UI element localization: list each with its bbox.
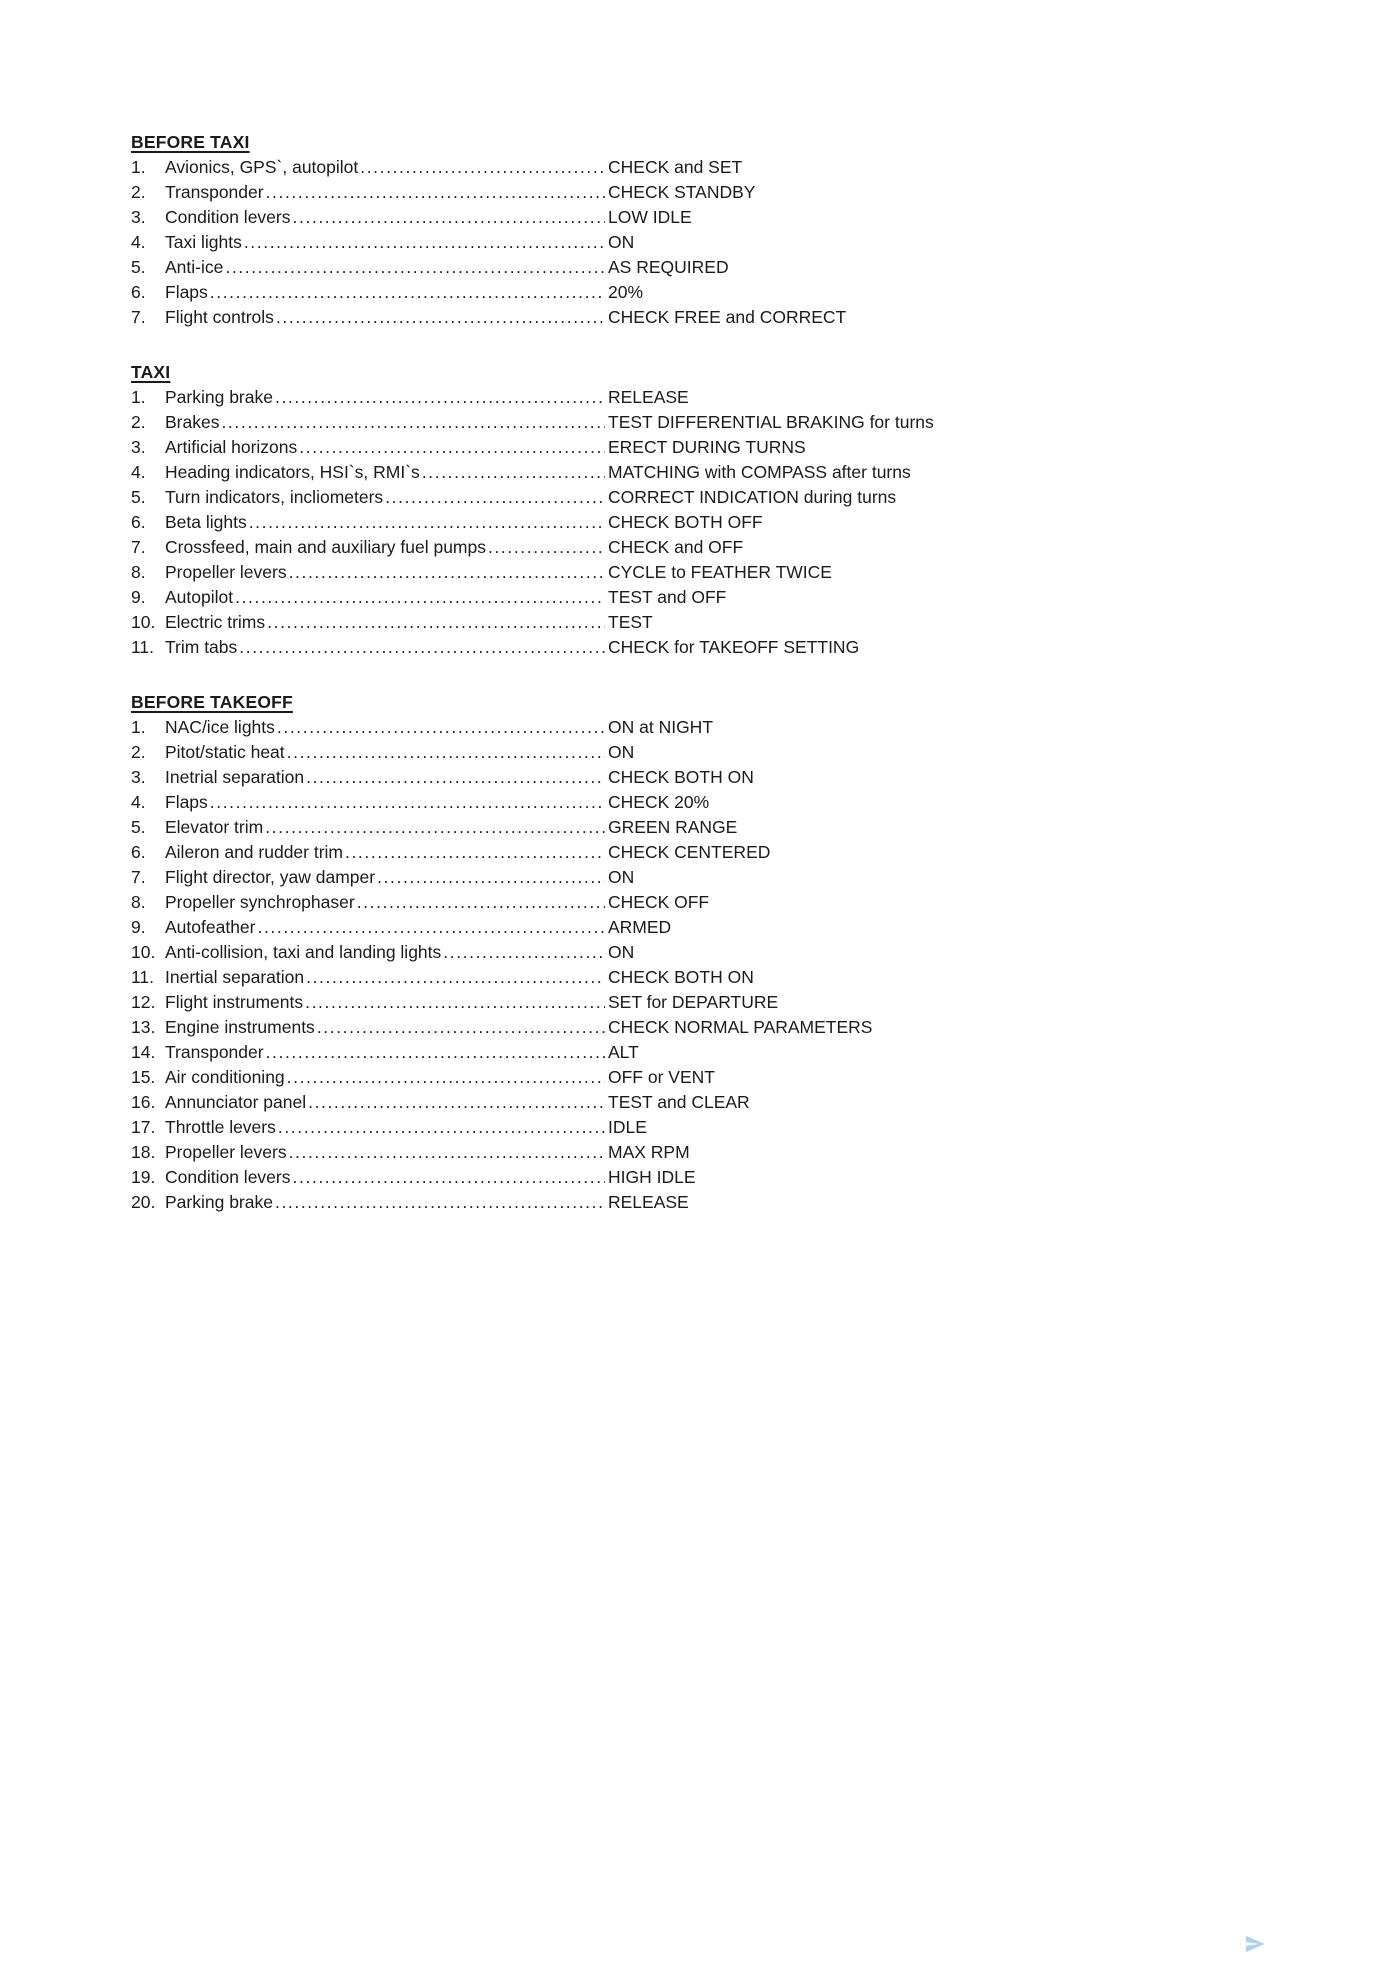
item-label: Condition levers bbox=[165, 207, 291, 227]
dot-leader bbox=[221, 410, 605, 435]
item-value: MATCHING with COMPASS after turns bbox=[608, 462, 911, 482]
item-label: Electric trims bbox=[165, 612, 266, 632]
item-label: Annunciator panel bbox=[165, 1092, 307, 1112]
checklist-item bbox=[131, 535, 1281, 560]
item-number: 4. bbox=[131, 462, 146, 482]
item-leader bbox=[165, 230, 605, 255]
item-value: 20% bbox=[608, 282, 644, 302]
item-label: Flight director, yaw damper bbox=[165, 867, 376, 887]
item-number: 1. bbox=[131, 717, 146, 737]
dot-leader bbox=[210, 790, 605, 815]
item-label: Parking brake bbox=[165, 387, 273, 407]
checklist-item bbox=[131, 1090, 1281, 1115]
item-value: ON bbox=[608, 232, 635, 252]
item-number: 8. bbox=[131, 892, 146, 912]
dot-leader bbox=[299, 435, 605, 460]
item-label: Inetrial separation bbox=[165, 767, 305, 787]
checklist-item bbox=[131, 915, 1281, 940]
item-number: 6. bbox=[131, 512, 146, 532]
item-number: 11. bbox=[131, 967, 155, 987]
checklist-item bbox=[131, 790, 1281, 815]
item-leader bbox=[165, 1065, 605, 1090]
dot-leader bbox=[265, 815, 605, 840]
item-value: HIGH IDLE bbox=[608, 1167, 696, 1187]
checklist-item bbox=[131, 610, 1281, 635]
item-label: Inertial separation bbox=[165, 967, 305, 987]
checklist-section bbox=[131, 360, 1281, 660]
section-title: TAXI bbox=[131, 362, 171, 382]
item-label: Flaps bbox=[165, 282, 208, 302]
item-value: CHECK FREE and CORRECT bbox=[608, 307, 847, 327]
item-leader bbox=[165, 1015, 605, 1040]
dot-leader bbox=[305, 990, 605, 1015]
item-value: ON bbox=[608, 867, 635, 887]
checklist-content bbox=[131, 130, 1281, 1215]
item-leader bbox=[165, 1090, 605, 1115]
item-number: 11. bbox=[131, 637, 155, 657]
dot-leader bbox=[276, 305, 605, 330]
item-number: 6. bbox=[131, 282, 146, 302]
item-label: Transponder bbox=[165, 1042, 264, 1062]
item-label: Trim tabs bbox=[165, 637, 238, 657]
dot-leader bbox=[345, 840, 605, 865]
checklist-item bbox=[131, 1140, 1281, 1165]
item-value: CHECK for TAKEOFF SETTING bbox=[608, 637, 860, 657]
item-value: ARMED bbox=[608, 917, 672, 937]
item-value: CYCLE to FEATHER TWICE bbox=[608, 562, 832, 582]
item-label: Throttle levers bbox=[165, 1117, 276, 1137]
checklist-item bbox=[131, 1040, 1281, 1065]
item-number: 9. bbox=[131, 587, 146, 607]
item-leader bbox=[165, 305, 605, 330]
item-label: Propeller levers bbox=[165, 1142, 287, 1162]
item-number: 3. bbox=[131, 207, 146, 227]
item-value: CHECK STANDBY bbox=[608, 182, 756, 202]
item-value: TEST and OFF bbox=[608, 587, 727, 607]
item-value: GREEN RANGE bbox=[608, 817, 738, 837]
item-leader bbox=[165, 815, 605, 840]
item-leader bbox=[165, 1040, 605, 1065]
item-number: 14. bbox=[131, 1042, 156, 1062]
item-leader bbox=[165, 940, 605, 965]
item-label: Elevator trim bbox=[165, 817, 264, 837]
item-number: 6. bbox=[131, 842, 146, 862]
item-number: 7. bbox=[131, 537, 146, 557]
item-label: Brakes bbox=[165, 412, 220, 432]
item-leader bbox=[165, 715, 605, 740]
item-value: SET for DEPARTURE bbox=[608, 992, 779, 1012]
item-leader bbox=[165, 280, 605, 305]
item-value: CHECK BOTH OFF bbox=[608, 512, 763, 532]
item-label: Anti-ice bbox=[165, 257, 224, 277]
item-leader bbox=[165, 840, 605, 865]
checklist-item bbox=[131, 585, 1281, 610]
item-value: RELEASE bbox=[608, 387, 689, 407]
item-label: Aileron and rudder trim bbox=[165, 842, 343, 862]
item-leader bbox=[165, 790, 605, 815]
dot-leader bbox=[266, 1040, 605, 1065]
checklist-items bbox=[131, 155, 1281, 330]
item-leader bbox=[165, 510, 605, 535]
item-leader bbox=[165, 740, 605, 765]
item-value: TEST and CLEAR bbox=[608, 1092, 750, 1112]
item-leader bbox=[165, 485, 605, 510]
item-number: 2. bbox=[131, 182, 146, 202]
item-label: Heading indicators, HSI`s, RMI`s bbox=[165, 462, 420, 482]
item-value: CHECK 20% bbox=[608, 792, 710, 812]
checklist-item bbox=[131, 635, 1281, 660]
item-label: Pitot/static heat bbox=[165, 742, 285, 762]
item-label: Propeller synchrophaser bbox=[165, 892, 355, 912]
checklist-item bbox=[131, 990, 1281, 1015]
item-value: CORRECT INDICATION during turns bbox=[608, 487, 897, 507]
item-label: Autopilot bbox=[165, 587, 234, 607]
item-value: ON at NIGHT bbox=[608, 717, 714, 737]
dot-leader bbox=[385, 485, 605, 510]
item-label: Flaps bbox=[165, 792, 208, 812]
item-label: Condition levers bbox=[165, 1167, 291, 1187]
item-leader bbox=[165, 205, 605, 230]
item-value: MAX RPM bbox=[608, 1142, 690, 1162]
dot-leader bbox=[289, 560, 605, 585]
item-leader bbox=[165, 435, 605, 460]
dot-leader bbox=[266, 180, 605, 205]
item-value: CHECK BOTH ON bbox=[608, 967, 754, 987]
item-label: Taxi lights bbox=[165, 232, 242, 252]
dot-leader bbox=[289, 1140, 605, 1165]
dot-leader bbox=[377, 865, 605, 890]
checklist-item bbox=[131, 1165, 1281, 1190]
item-number: 15. bbox=[131, 1067, 156, 1087]
item-leader bbox=[165, 915, 605, 940]
item-number: 2. bbox=[131, 412, 146, 432]
dot-leader bbox=[360, 155, 605, 180]
item-value: ERECT DURING TURNS bbox=[608, 437, 806, 457]
dot-leader bbox=[257, 915, 605, 940]
checklist-item bbox=[131, 280, 1281, 305]
item-value: CHECK CENTERED bbox=[608, 842, 771, 862]
checklist-item bbox=[131, 205, 1281, 230]
dot-leader bbox=[308, 1090, 605, 1115]
checklist-item bbox=[131, 715, 1281, 740]
dot-leader bbox=[287, 1065, 605, 1090]
dot-leader bbox=[275, 1190, 605, 1215]
item-number: 4. bbox=[131, 232, 146, 252]
checklist-item bbox=[131, 510, 1281, 535]
item-label: Beta lights bbox=[165, 512, 247, 532]
dot-leader bbox=[357, 890, 605, 915]
item-leader bbox=[165, 585, 605, 610]
checklist-items bbox=[131, 715, 1281, 1215]
dot-leader bbox=[306, 765, 605, 790]
checklist-item bbox=[131, 485, 1281, 510]
item-value: CHECK and OFF bbox=[608, 537, 744, 557]
item-label: Flight controls bbox=[165, 307, 274, 327]
checklist-items bbox=[131, 385, 1281, 660]
item-number: 7. bbox=[131, 867, 146, 887]
item-leader bbox=[165, 635, 605, 660]
item-number: 20. bbox=[131, 1192, 156, 1212]
item-number: 17. bbox=[131, 1117, 156, 1137]
item-leader bbox=[165, 765, 605, 790]
item-value: CHECK and SET bbox=[608, 157, 743, 177]
item-leader bbox=[165, 1190, 605, 1215]
item-number: 8. bbox=[131, 562, 146, 582]
item-number: 18. bbox=[131, 1142, 156, 1162]
item-label: Flight instruments bbox=[165, 992, 304, 1012]
item-number: 3. bbox=[131, 437, 146, 457]
item-label: Anti-collision, taxi and landing lights bbox=[165, 942, 442, 962]
checklist-section bbox=[131, 130, 1281, 330]
item-number: 5. bbox=[131, 257, 146, 277]
dot-leader bbox=[239, 635, 605, 660]
item-number: 19. bbox=[131, 1167, 156, 1187]
dot-leader bbox=[249, 510, 605, 535]
dot-leader bbox=[244, 230, 605, 255]
item-label: Transponder bbox=[165, 182, 264, 202]
item-label: Engine instruments bbox=[165, 1017, 315, 1037]
item-leader bbox=[165, 865, 605, 890]
item-number: 12. bbox=[131, 992, 156, 1012]
checklist-item bbox=[131, 890, 1281, 915]
item-leader bbox=[165, 560, 605, 585]
item-value: ALT bbox=[608, 1042, 639, 1062]
checklist-item bbox=[131, 815, 1281, 840]
item-label: Parking brake bbox=[165, 1192, 273, 1212]
item-value: CHECK BOTH ON bbox=[608, 767, 754, 787]
item-value: RELEASE bbox=[608, 1192, 689, 1212]
item-leader bbox=[165, 460, 605, 485]
dot-leader bbox=[292, 1165, 605, 1190]
item-value: AS REQUIRED bbox=[608, 257, 729, 277]
dot-leader bbox=[225, 255, 605, 280]
paper-plane-icon bbox=[1244, 1933, 1266, 1955]
item-value: IDLE bbox=[608, 1117, 647, 1137]
item-leader bbox=[165, 535, 605, 560]
item-leader bbox=[165, 890, 605, 915]
item-number: 1. bbox=[131, 387, 146, 407]
dot-leader bbox=[275, 385, 605, 410]
item-leader bbox=[165, 410, 605, 435]
checklist-item bbox=[131, 1190, 1281, 1215]
item-value: CHECK NORMAL PARAMETERS bbox=[608, 1017, 873, 1037]
section-title: BEFORE TAXI bbox=[131, 132, 250, 152]
checklist-item bbox=[131, 435, 1281, 460]
checklist-item bbox=[131, 740, 1281, 765]
item-label: Air conditioning bbox=[165, 1067, 285, 1087]
checklist-item bbox=[131, 155, 1281, 180]
item-leader bbox=[165, 385, 605, 410]
checklist-item bbox=[131, 965, 1281, 990]
item-number: 5. bbox=[131, 817, 146, 837]
checklist-item bbox=[131, 255, 1281, 280]
item-leader bbox=[165, 965, 605, 990]
item-label: Turn indicators, incliometers bbox=[165, 487, 384, 507]
item-value: TEST bbox=[608, 612, 653, 632]
section-title: BEFORE TAKEOFF bbox=[131, 692, 293, 712]
item-label: NAC/ice lights bbox=[165, 717, 275, 737]
item-value: ON bbox=[608, 942, 635, 962]
checklist-item bbox=[131, 460, 1281, 485]
checklist-item bbox=[131, 305, 1281, 330]
item-label: Propeller levers bbox=[165, 562, 287, 582]
dot-leader bbox=[306, 965, 605, 990]
item-leader bbox=[165, 1165, 605, 1190]
item-leader bbox=[165, 990, 605, 1015]
checklist-item bbox=[131, 840, 1281, 865]
checklist-item bbox=[131, 865, 1281, 890]
checklist-item bbox=[131, 385, 1281, 410]
checklist-item bbox=[131, 1115, 1281, 1140]
item-number: 4. bbox=[131, 792, 146, 812]
item-leader bbox=[165, 255, 605, 280]
item-number: 2. bbox=[131, 742, 146, 762]
item-leader bbox=[165, 610, 605, 635]
checklist-item bbox=[131, 560, 1281, 585]
dot-leader bbox=[292, 205, 605, 230]
item-number: 5. bbox=[131, 487, 146, 507]
item-leader bbox=[165, 180, 605, 205]
item-label: Autofeather bbox=[165, 917, 256, 937]
checklist-item bbox=[131, 410, 1281, 435]
item-number: 3. bbox=[131, 767, 146, 787]
item-number: 7. bbox=[131, 307, 146, 327]
checklist-item bbox=[131, 230, 1281, 255]
item-number: 13. bbox=[131, 1017, 156, 1037]
item-value: ON bbox=[608, 742, 635, 762]
dot-leader bbox=[287, 740, 605, 765]
item-number: 9. bbox=[131, 917, 146, 937]
item-label: Artificial horizons bbox=[165, 437, 298, 457]
dot-leader bbox=[210, 280, 605, 305]
item-number: 1. bbox=[131, 157, 146, 177]
checklist-item bbox=[131, 940, 1281, 965]
item-leader bbox=[165, 1115, 605, 1140]
dot-leader bbox=[277, 715, 605, 740]
item-number: 10. bbox=[131, 942, 156, 962]
dot-leader bbox=[317, 1015, 605, 1040]
item-value: TEST DIFFERENTIAL BRAKING for turns bbox=[608, 412, 934, 432]
item-label: Avionics, GPS`, autopilot bbox=[165, 157, 359, 177]
item-label: Crossfeed, main and auxiliary fuel pumps bbox=[165, 537, 486, 557]
checklist-item bbox=[131, 765, 1281, 790]
item-leader bbox=[165, 155, 605, 180]
item-leader bbox=[165, 1140, 605, 1165]
checklist-item bbox=[131, 1015, 1281, 1040]
checklist-item bbox=[131, 180, 1281, 205]
dot-leader bbox=[488, 535, 605, 560]
checklist-section bbox=[131, 690, 1281, 1215]
dot-leader bbox=[422, 460, 605, 485]
item-value: CHECK OFF bbox=[608, 892, 710, 912]
item-number: 10. bbox=[131, 612, 156, 632]
dot-leader bbox=[235, 585, 605, 610]
dot-leader bbox=[278, 1115, 605, 1140]
item-value: LOW IDLE bbox=[608, 207, 692, 227]
item-number: 16. bbox=[131, 1092, 156, 1112]
dot-leader bbox=[267, 610, 605, 635]
item-value: OFF or VENT bbox=[608, 1067, 715, 1087]
checklist-item bbox=[131, 1065, 1281, 1090]
dot-leader bbox=[443, 940, 605, 965]
